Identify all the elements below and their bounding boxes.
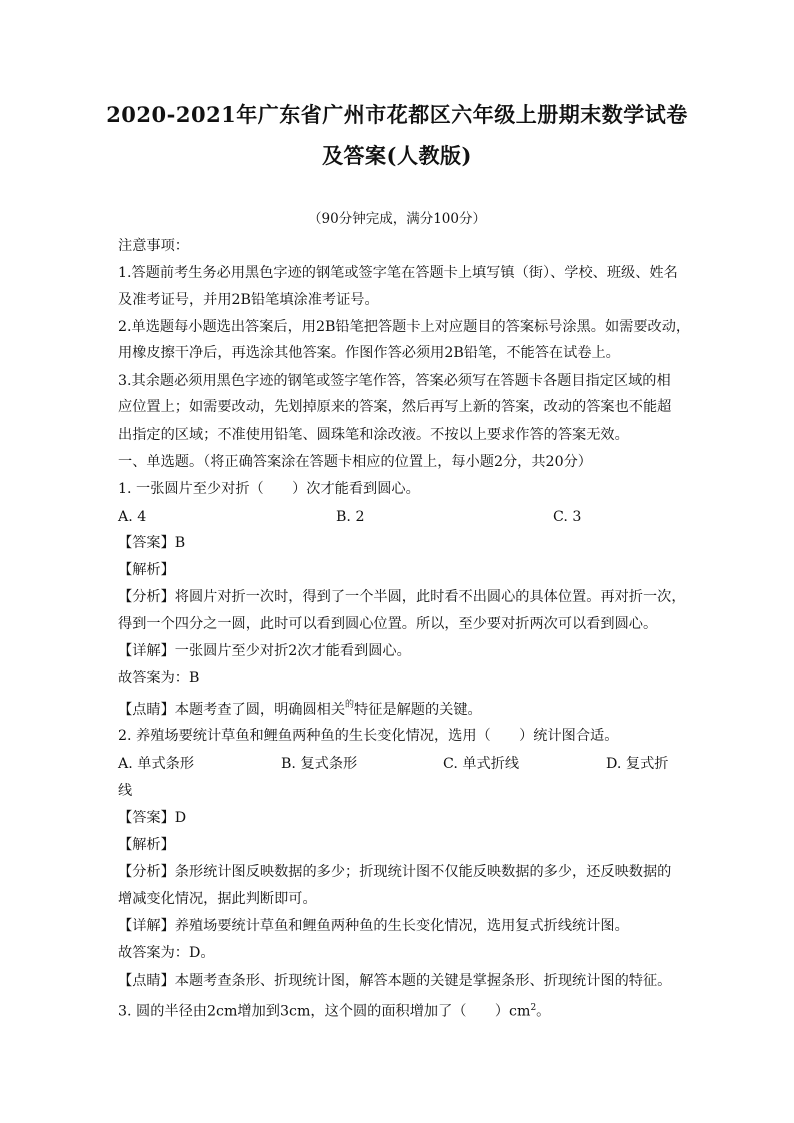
q2-option-a: A. 单式条形 [118, 756, 195, 772]
notice-item-2-line1: 2.单选题每小题选出答案后，用2B铅笔把答题卡上对应题目的答案标号涂黑。如需要改动， [118, 319, 691, 335]
q2-stem: 2. 养殖场要统计草鱼和鲤鱼两种鱼的生长变化情况，选用（ ）统计图合适。 [118, 728, 619, 744]
q2-option-d-wrap: 线 [118, 783, 133, 799]
q1-stem: 1. 一张圆片至少对折（ ）次才能看到圆心。 [118, 481, 420, 497]
q2-option-b: B. 复式条形 [281, 756, 358, 772]
q1-dianjing-mark: 的 [345, 700, 355, 710]
q1-option-c: C. 3 [553, 509, 582, 525]
notice-item-3-line2: 应位置上；如需要改动，先划掉原来的答案，然后再写上新的答案，改动的答案也不能超 [118, 399, 672, 415]
q3-stem [118, 998, 550, 1022]
exam-duration-note: （90分钟完成，满分100分） [308, 211, 486, 227]
q2-analysis-heading: 【解析】 [118, 837, 175, 853]
section-heading-single-choice: 一、单选题。（将正确答案涂在答题卡相应的位置上，每小题2分，共20分） [118, 454, 592, 470]
q1-dianjing-text: 【点睛】本题考查了圆，明确圆相关 [118, 702, 346, 718]
notice-item-3-line3: 出指定的区域；不准使用铅笔、圆珠笔和涂改液。不按以上要求作答的答案无效。 [118, 427, 629, 443]
notice-item-3-line1: 3.其余题必须用黑色字迹的钢笔或签字笔作答，答案必须写在答题卡各题目指定区域的相 [118, 373, 671, 389]
notice-item-1-line1: 1.答题前考生务必用黑色字迹的钢笔或签字笔在答题卡上填写镇（街）、学校、班级、姓名 [118, 265, 678, 281]
q1-analysis-heading: 【解析】 [118, 562, 175, 578]
q2-fenxi-line1: 【分析】条形统计图反映数据的多少；折现统计图不仅能反映数据的多少，还反映数据的 [118, 864, 672, 880]
q1-final-answer: 故答案为：B [118, 670, 200, 686]
q2-answer: 【答案】D [118, 810, 187, 826]
q1-option-b: B. 2 [336, 509, 365, 525]
q1-fenxi-line2: 得到一个四分之一圆，此时可以看到圆心位置。所以，至少要对折两次可以看到圆心。 [118, 616, 658, 632]
notice-item-2-line2: 用橡皮擦干净后，再选涂其他答案。作图作答必须用2B铅笔，不能答在试卷上。 [118, 345, 620, 361]
q3-stem-end: 。 [536, 1003, 551, 1020]
notice-item-1-line2: 及准考证号，并用2B铅笔填涂准考证号。 [118, 292, 379, 308]
document-title-line2: 及答案(人教版) [322, 143, 472, 168]
q2-option-c: C. 单式折线 [443, 756, 520, 772]
q1-answer: 【答案】B [118, 535, 186, 551]
notice-heading: 注意事项： [118, 238, 189, 254]
q1-fenxi-line1: 【分析】将圆片对折一次时，得到了一个半圆，此时看不出圆心的具体位置。再对折一次， [118, 589, 686, 605]
q2-xiangjie: 【详解】养殖场要统计草鱼和鲤鱼两种鱼的生长变化情况，选用复式折线统计图。 [118, 918, 629, 934]
q1-option-a: A. 4 [118, 509, 147, 525]
document-title-line1: 2020-2021年广东省广州市花都区六年级上册期末数学试卷 [106, 102, 688, 127]
q2-dianjing: 【点睛】本题考查条形、折现统计图，解答本题的关键是掌握条形、折现统计图的特征。 [118, 973, 672, 989]
q1-dianjing [118, 700, 482, 722]
q2-option-d: D. 复式折 [606, 756, 669, 772]
q3-stem-superscript: 2 [530, 1003, 537, 1013]
q2-final-answer: 故答案为：D。 [118, 945, 215, 961]
q1-xiangjie: 【详解】一张圆片至少对折2次才能看到圆心。 [118, 643, 411, 659]
q3-stem-text: 3. 圆的半径由2cm增加到3cm，这个圆的面积增加了（ ）cm [118, 1003, 531, 1020]
q1-dianjing-end: 特征是解题的关键。 [354, 702, 482, 718]
q2-fenxi-line2: 增减变化情况，据此判断即可。 [118, 891, 317, 907]
